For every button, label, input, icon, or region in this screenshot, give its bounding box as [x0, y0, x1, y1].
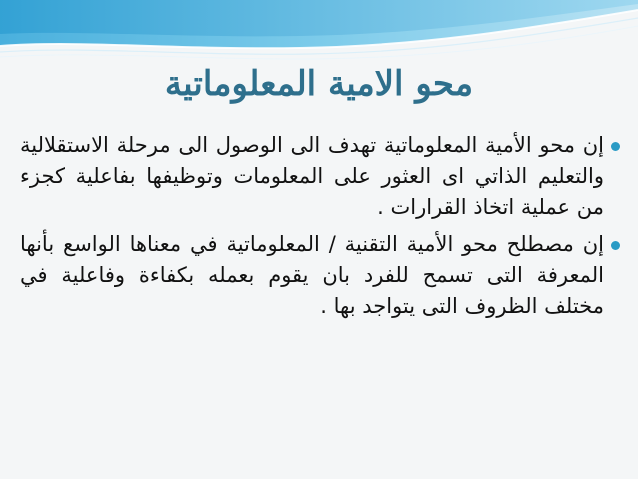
- bullet-item: [20, 229, 620, 322]
- slide-title: محو الامية المعلوماتية: [164, 64, 474, 104]
- header-decoration: [0, 0, 638, 62]
- bullet-list: [20, 130, 620, 328]
- bullet-dot-icon: [611, 142, 620, 151]
- bullet-text: إن محو الأمية المعلوماتية تهدف الى الوصول الى مرحلة الاستقلالية والتعليم الذاتي اى العثور على المعلومات وتوظيفها بفاعلية كجزء من عملية اتخاذ القرارات .: [20, 133, 604, 219]
- bullet-item: [20, 130, 620, 223]
- bullet-dot-icon: [611, 241, 620, 250]
- bullet-text: إن مصطلح محو الأمية التقنية / المعلوماتية في معناها الواسع بأنها المعرفة التى تسمح للفرد بان يقوم بعمله بكفاءة وفاعلية في مختلف الظروف التى يتواجد بها .: [20, 232, 604, 318]
- header-wave-graphic: [0, 0, 638, 62]
